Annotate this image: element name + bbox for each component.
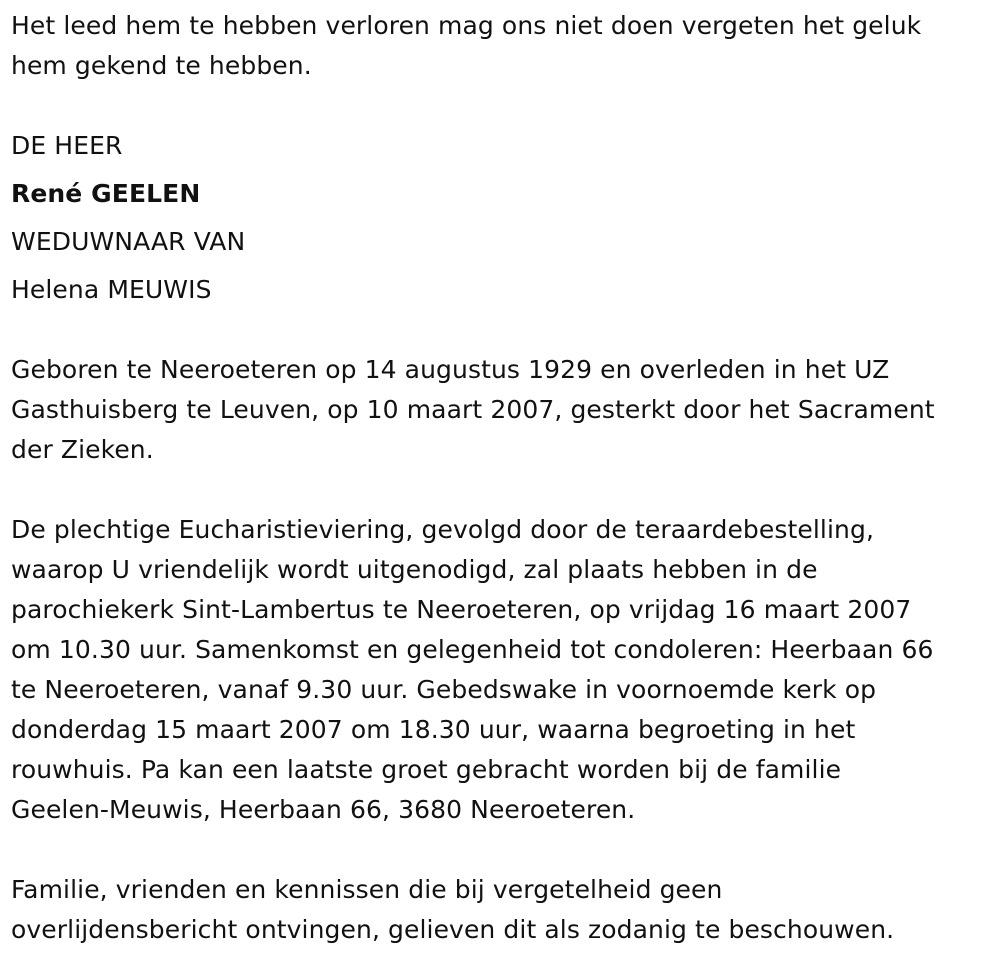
- quote-line: hem gekend te hebben.: [11, 51, 312, 80]
- birth-death-line: Gasthuisberg te Leuven, op 10 maart 2007, gesterkt door het Sacrament: [11, 395, 935, 424]
- birth-death-line: der Zieken.: [11, 435, 154, 464]
- ceremony-line: rouwhuis. Pa kan een laatste groet gebracht worden bij de familie: [11, 755, 842, 784]
- person-name: René GEELEN: [11, 179, 201, 208]
- quote-line: Het leed hem te hebben verloren mag ons niet doen vergeten het geluk: [11, 11, 922, 40]
- ceremony-line: te Neeroeteren, vanaf 9.30 uur. Gebedswake in voornoemde kerk op: [11, 675, 877, 704]
- closing-line: Familie, vrienden en kennissen die bij vergetelheid geen: [11, 875, 723, 904]
- person-prefix: DE HEER: [11, 131, 123, 160]
- person-relation: WEDUWNAAR VAN: [11, 227, 246, 256]
- ceremony-line: De plechtige Eucharistieviering, gevolgd door de teraardebestelling,: [11, 515, 874, 544]
- ceremony-line: waarop U vriendelijk wordt uitgenodigd, zal plaats hebben in de: [11, 555, 818, 584]
- closing-line: overlijdensbericht ontvingen, gelieven dit als zodanig te beschouwen.: [11, 915, 895, 944]
- ceremony-line: Geelen-Meuwis, Heerbaan 66, 3680 Neeroeteren.: [11, 795, 636, 824]
- birth-death-line: Geboren te Neeroeteren op 14 augustus 1929 en overleden in het UZ: [11, 355, 890, 384]
- ceremony-line: om 10.30 uur. Samenkomst en gelegenheid tot condoleren: Heerbaan 66: [11, 635, 934, 664]
- ceremony-line: parochiekerk Sint-Lambertus te Neeroeteren, op vrijdag 16 maart 2007: [11, 595, 912, 624]
- spouse-name: Helena MEUWIS: [11, 275, 212, 304]
- ceremony-line: donderdag 15 maart 2007 om 18.30 uur, waarna begroeting in het: [11, 715, 856, 744]
